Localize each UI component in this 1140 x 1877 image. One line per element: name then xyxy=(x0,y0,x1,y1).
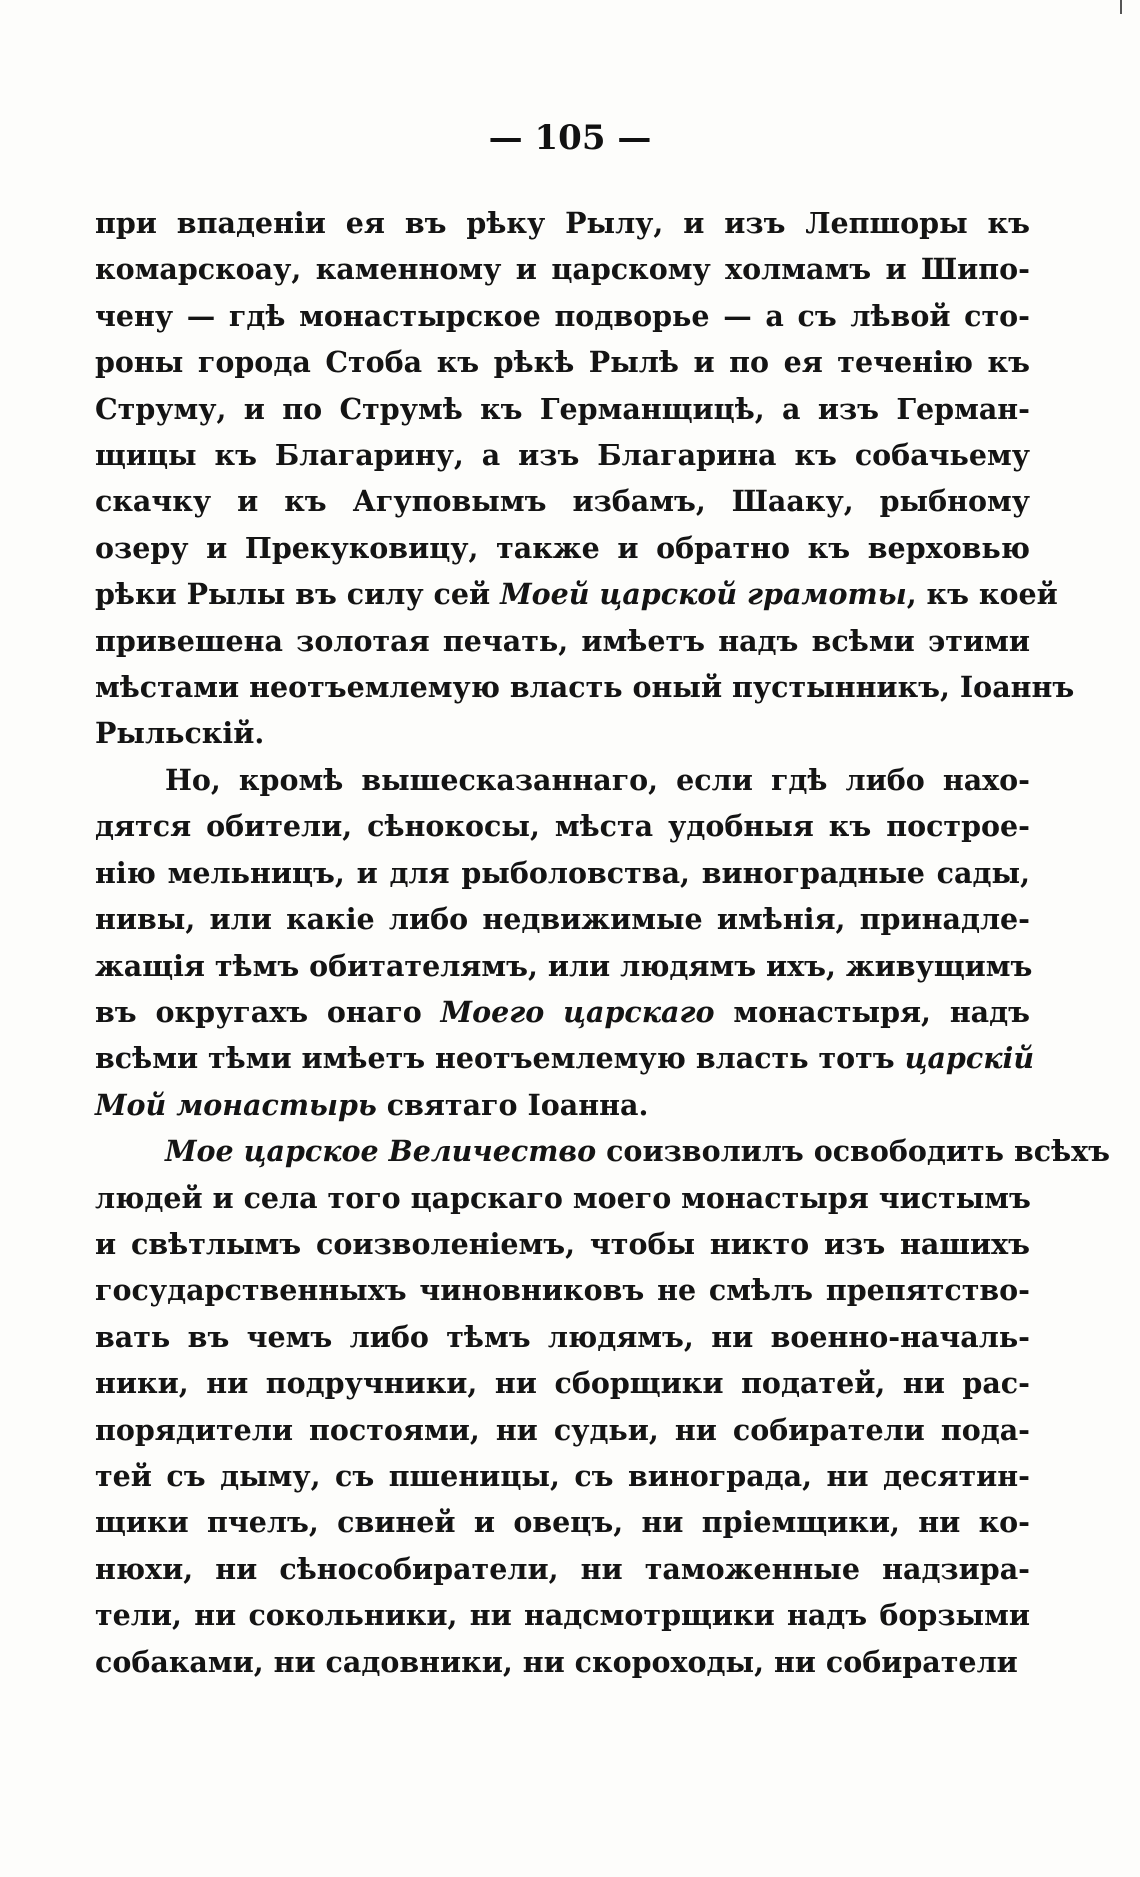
text-line xyxy=(95,1128,1110,1174)
text-segment: нюхи, ни сѣнособиратели, ни таможенные надзира- xyxy=(95,1551,1030,1586)
text-line xyxy=(95,1639,1030,1685)
text-segment: монастыря, надъ xyxy=(714,994,1031,1029)
text-line xyxy=(95,386,1030,432)
text-line xyxy=(95,850,1030,896)
text-segment: святаго Іоанна. xyxy=(376,1087,649,1122)
text-segment: тей съ дыму, съ пшеницы, съ винограда, ни десятин- xyxy=(95,1458,1030,1493)
text-line xyxy=(95,1499,1030,1545)
text-segment: щики пчелъ, свиней и овецъ, ни пріемщики, ни ко- xyxy=(95,1505,1030,1540)
italic-text-segment: Мой монастырь xyxy=(95,1087,377,1122)
text-segment: нію мельницъ, и для рыболовства, виноградные сады, xyxy=(95,855,1030,890)
text-line xyxy=(95,1314,1030,1360)
text-segment: дятся обители, сѣнокосы, мѣста удобныя къ построе- xyxy=(95,809,1030,844)
text-segment: порядители постоями, ни судьи, ни собиратели пода- xyxy=(95,1412,1030,1447)
italic-text-segment: Моего царскаго xyxy=(440,994,715,1029)
text-segment: чену — гдѣ монастырское подворье — а съ лѣвой сто- xyxy=(95,298,1030,333)
text-line xyxy=(95,1082,1030,1128)
text-segment: тели, ни сокольники, ни надсмотрщики надъ борзыми xyxy=(95,1598,1030,1633)
text-line xyxy=(95,1267,1030,1313)
italic-text-segment: Моей царской грамоты xyxy=(500,577,907,612)
text-line xyxy=(95,200,1030,246)
text-line xyxy=(95,1360,1030,1406)
text-line xyxy=(95,1221,1030,1267)
text-segment: мѣстами неотъемлемую власть оный пустынникъ, Іоаннъ xyxy=(95,670,1075,705)
text-line xyxy=(95,1592,1030,1638)
text-line xyxy=(95,1035,1035,1081)
paragraph xyxy=(95,200,1075,757)
text-line xyxy=(95,246,1030,292)
text-line xyxy=(95,525,1030,571)
text-segment: щицы къ Благарину, а изъ Благарина къ собачьему xyxy=(95,438,1030,473)
text-line xyxy=(95,432,1030,478)
text-segment: и свѣтлымъ соизволеніемъ, чтобы никто изъ нашихъ xyxy=(95,1226,1030,1261)
paragraph xyxy=(95,1128,1110,1685)
italic-text-segment: Мое царское Величество xyxy=(165,1134,597,1169)
text-segment: озеру и Прекуковицу, также и обратно къ верховью xyxy=(95,530,1030,565)
text-line xyxy=(95,293,1030,339)
text-line xyxy=(95,943,1033,989)
text-line xyxy=(95,710,1030,756)
text-segment: жащія тѣмъ обитателямъ, или людямъ ихъ, живущимъ xyxy=(95,948,1033,983)
text-segment: , къ коей xyxy=(906,577,1058,612)
text-segment: всѣми тѣми имѣетъ неотъемлемую власть тотъ xyxy=(95,1041,905,1076)
text-segment: вать въ чемъ либо тѣмъ людямъ, ни военно-началь- xyxy=(95,1319,1030,1354)
page-number: — 105 — xyxy=(488,118,652,158)
text-line xyxy=(95,478,1030,524)
text-segment: людей и села того царскаго моего монастыря чистымъ xyxy=(95,1180,1031,1215)
text-segment: рѣки Рылы въ силу сей xyxy=(95,577,501,612)
text-line xyxy=(95,1546,1030,1592)
text-segment: привешена золотая печать, имѣетъ надъ всѣми этими xyxy=(95,623,1030,658)
text-segment: собаками, ни садовники, ни скороходы, ни собиратели xyxy=(95,1644,1018,1679)
text-segment: роны города Стоба къ рѣкѣ Рылѣ и по ея теченію къ xyxy=(95,345,1030,380)
text-segment: ники, ни подручники, ни сборщики податей, ни рас- xyxy=(95,1366,1030,1401)
text-line xyxy=(95,664,1075,710)
text-line xyxy=(95,571,1058,617)
text-line xyxy=(95,989,1030,1035)
text-line xyxy=(95,757,1030,803)
text-line xyxy=(95,803,1030,849)
text-segment: государственныхъ чиновниковъ не смѣлъ препятство- xyxy=(95,1273,1030,1308)
text-segment: Рыльскій. xyxy=(95,716,265,751)
text-segment: Струму, и по Струмѣ къ Германщицѣ, а изъ Герман- xyxy=(95,391,1030,426)
text-line xyxy=(95,1407,1030,1453)
text-line xyxy=(95,618,1030,664)
text-segment: скачку и къ Агуповымъ избамъ, Шааку, рыбному xyxy=(95,484,1030,519)
paragraph xyxy=(95,757,1035,1128)
text-line xyxy=(95,1175,1030,1221)
text-segment: въ округахъ онаго xyxy=(95,994,441,1029)
page-body-text xyxy=(95,200,1110,1685)
text-segment: соизволилъ освободить всѣхъ xyxy=(596,1134,1110,1169)
text-line xyxy=(95,339,1030,385)
scan-edge-mark xyxy=(1120,0,1122,14)
text-line xyxy=(95,896,1030,942)
text-segment: Но, кромѣ вышесказаннаго, если гдѣ либо нахо- xyxy=(165,762,1030,797)
text-segment: комарскоау, каменному и царскому холмамъ и Шипо- xyxy=(95,252,1030,287)
text-segment: нивы, или какіе либо недвижимые имѣнія, принадле- xyxy=(95,902,1030,937)
text-line xyxy=(95,1453,1030,1499)
text-segment: при впаденіи ея въ рѣку Рылу, и изъ Лепшоры къ xyxy=(95,206,1030,240)
italic-text-segment: царскій xyxy=(904,1041,1035,1076)
